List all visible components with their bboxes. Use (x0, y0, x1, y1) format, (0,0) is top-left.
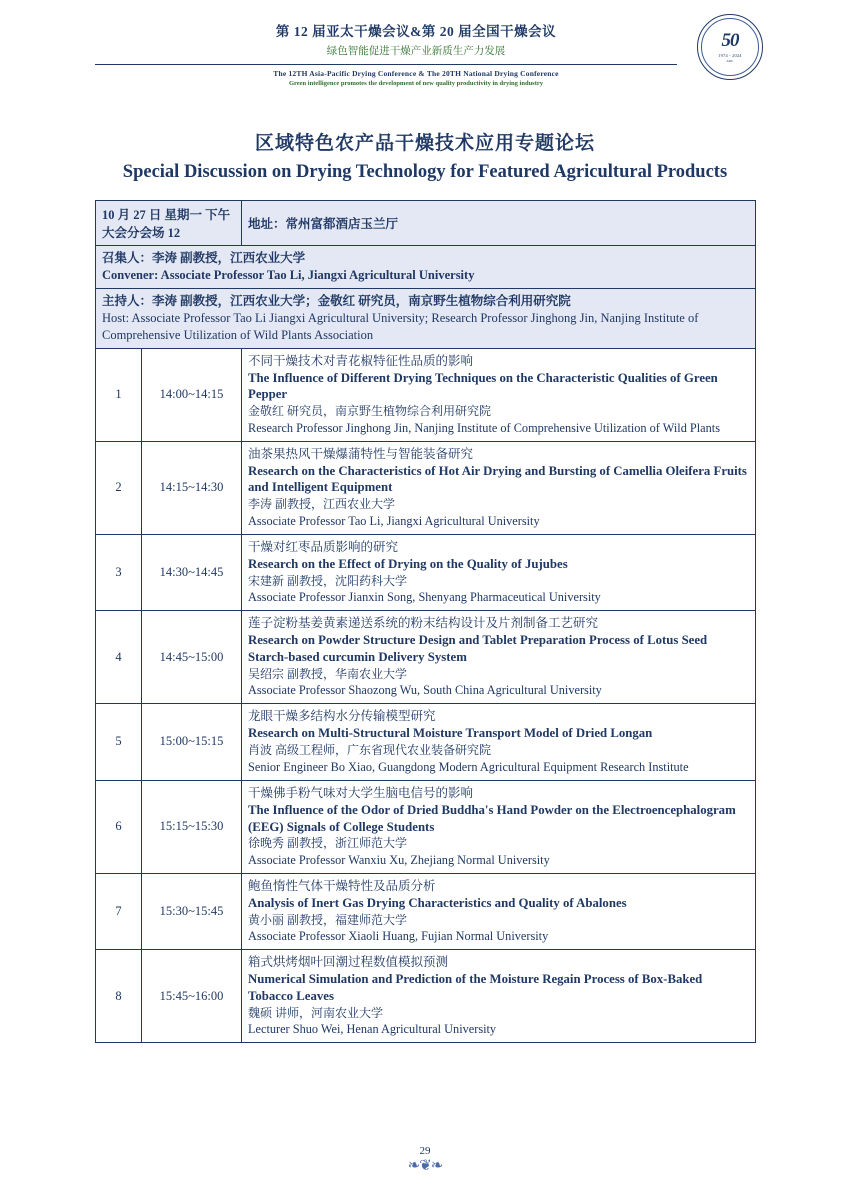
table-row (96, 611, 756, 704)
session-details (242, 704, 756, 780)
session-title-chinese: 箱式烘烤烟叶回潮过程数值模拟预测 (248, 955, 449, 970)
header-english-subtitle: Green intelligence promotes the development of new quality productivity in drying industry (288, 80, 544, 87)
logo-arc-text: ADC (726, 59, 734, 63)
session-number: 2 (96, 441, 142, 534)
session-speaker-english: Lecturer Shuo Wei, Henan Agricultural University (248, 1022, 497, 1037)
session-details (242, 950, 756, 1043)
host-chinese: 主持人：李涛 副教授，江西农业大学；金敬红 研究员，南京野生植物综合利用研究院 (102, 293, 571, 308)
table-row-meta (96, 201, 756, 246)
table-row (96, 441, 756, 534)
table-row (96, 780, 756, 873)
header-text-block (95, 20, 755, 87)
table-row-host (96, 288, 756, 348)
session-number: 4 (96, 611, 142, 704)
session-speaker-chinese: 李涛 副教授，江西农业大学 (248, 497, 396, 512)
session-title-chinese: 鲍鱼惰性气体干燥特性及品质分析 (248, 878, 436, 893)
session-details (242, 534, 756, 610)
session-details (242, 611, 756, 704)
header-chinese-subtitle: 绿色智能促进干燥产业新质生产力发展 (326, 46, 506, 57)
session-title-chinese: 莲子淀粉基姜黄素递送系统的粉末结构设计及片剂制备工艺研究 (248, 616, 599, 631)
session-speaker-chinese: 宋建新 副教授，沈阳药科大学 (248, 573, 408, 588)
page-title-english: Special Discussion on Drying Technology for Featured Agricultural Products (122, 162, 728, 182)
logo-years: 1974 - 2024 (718, 53, 742, 58)
host-cell (96, 288, 756, 348)
footer-ornament-icon: ❧❦❧ (407, 1158, 443, 1174)
page-header (95, 0, 755, 106)
table-row (96, 348, 756, 441)
session-time: 15:00~15:15 (142, 704, 242, 780)
session-time: 15:45~16:00 (142, 950, 242, 1043)
session-title-chinese: 干燥佛手粉气味对大学生脑电信号的影响 (248, 785, 474, 800)
session-speaker-chinese: 黄小丽 副教授，福建师范大学 (248, 912, 408, 927)
session-speaker-english: Associate Professor Wanxiu Xu, Zhejiang Normal University (248, 852, 550, 867)
session-speaker-english: Senior Engineer Bo Xiao, Guangdong Modern Agricultural Equipment Research Institute (248, 759, 689, 774)
agenda-table (95, 200, 756, 1043)
convener-chinese: 召集人：李涛 副教授，江西农业大学 (102, 251, 306, 266)
session-number: 3 (96, 534, 142, 610)
page-footer (0, 1145, 850, 1174)
session-title-chinese: 干燥对红枣品质影响的研究 (248, 539, 399, 554)
table-row (96, 704, 756, 780)
session-details (242, 873, 756, 949)
session-datetime: 10 月 27 日 星期一 下午 大会分会场 12 (96, 201, 242, 246)
table-row (96, 950, 756, 1043)
table-row (96, 534, 756, 610)
session-time: 14:45~15:00 (142, 611, 242, 704)
session-title-chinese: 不同干燥技术对青花椒特征性品质的影响 (248, 353, 474, 368)
logo-anniversary-number: 50 (721, 30, 739, 51)
session-speaker-english: Associate Professor Jianxin Song, Shenyang Pharmaceutical University (248, 590, 601, 605)
convener-english: Convener: Associate Professor Tao Li, Jiangxi Agricultural University (102, 268, 475, 282)
session-title-chinese: 龙眼干燥多结构水分传输模型研究 (248, 709, 436, 724)
session-speaker-english: Associate Professor Xiaoli Huang, Fujian Normal University (248, 929, 549, 944)
page-title-chinese: 区域特色农产品干燥技术应用专题论坛 (254, 133, 595, 154)
logo-ring-icon (701, 18, 759, 76)
session-title-english: Research on Multi-Structural Moisture Transport Model of Dried Longan (248, 726, 653, 741)
session-venue: 地址：常州富都酒店玉兰厅 (242, 201, 756, 246)
session-speaker-english: Associate Professor Tao Li, Jiangxi Agricultural University (248, 513, 540, 528)
conference-logo-icon (697, 14, 763, 80)
session-speaker-chinese: 吴绍宗 副教授，华南农业大学 (248, 666, 408, 681)
header-chinese-title: 第 12 届亚太干燥会议&第 20 届全国干燥会议 (275, 24, 557, 39)
session-title-english: Analysis of Inert Gas Drying Characteristics and Quality of Abalones (248, 895, 627, 910)
session-time: 15:15~15:30 (142, 780, 242, 873)
session-title-english: Research on Powder Structure Design and Tablet Preparation Process of Lotus Seed Starch-based curcumin Delivery System (248, 633, 708, 664)
session-speaker-english: Associate Professor Shaozong Wu, South China Agricultural University (248, 683, 602, 698)
session-details (242, 348, 756, 441)
session-details (242, 780, 756, 873)
page-number: 29 (419, 1145, 431, 1157)
session-number: 5 (96, 704, 142, 780)
header-english-title: The 12TH Asia-Pacific Drying Conference & The 20TH National Drying Conference (273, 69, 559, 78)
session-number: 1 (96, 348, 142, 441)
session-title-english: Research on the Characteristics of Hot Air Drying and Bursting of Camellia Oleifera Fruits and Intelligent Equipment (248, 463, 747, 495)
session-title-english: The Influence of Different Drying Techniques on the Characteristic Qualities of Green Pepper (248, 370, 718, 402)
session-number: 8 (96, 950, 142, 1043)
header-divider (95, 64, 677, 65)
session-time: 14:00~14:15 (142, 348, 242, 441)
session-time: 14:30~14:45 (142, 534, 242, 610)
host-english: Host: Associate Professor Tao Li Jiangxi Agricultural University; Research Professor Jinghong Jin, Nanjing Institute of Comprehensive Utilization of Wild Plants Association (102, 310, 699, 342)
session-title-english: Numerical Simulation and Prediction of the Moisture Regain Process of Box-Baked Tobacco Leaves (248, 972, 703, 1004)
session-time: 14:15~14:30 (142, 441, 242, 534)
session-speaker-chinese: 肖波 高级工程师，广东省现代农业装备研究院 (248, 743, 492, 758)
page-title-block (95, 128, 755, 184)
session-speaker-english: Research Professor Jinghong Jin, Nanjing Institute of Comprehensive Utilization of Wild Plants (248, 420, 720, 435)
session-number: 7 (96, 873, 142, 949)
session-number: 6 (96, 780, 142, 873)
session-speaker-chinese: 徐晚秀 副教授，浙江师范大学 (248, 836, 408, 851)
session-speaker-chinese: 金敬红 研究员，南京野生植物综合利用研究院 (248, 404, 492, 418)
convener-cell (96, 246, 756, 289)
table-row-convener (96, 246, 756, 289)
session-title-chinese: 油茶果热风干燥爆蒲特性与智能装备研究 (248, 446, 474, 461)
session-time: 15:30~15:45 (142, 873, 242, 949)
session-title-english: Research on the Effect of Drying on the Quality of Jujubes (248, 556, 568, 571)
session-title-english: The Influence of the Odor of Dried Buddha's Hand Powder on the Electroencephalogram (EEG) Signals of College Students (248, 802, 736, 834)
table-row (96, 873, 756, 949)
session-speaker-chinese: 魏硕 讲师，河南农业大学 (248, 1005, 384, 1020)
session-details (242, 441, 756, 534)
